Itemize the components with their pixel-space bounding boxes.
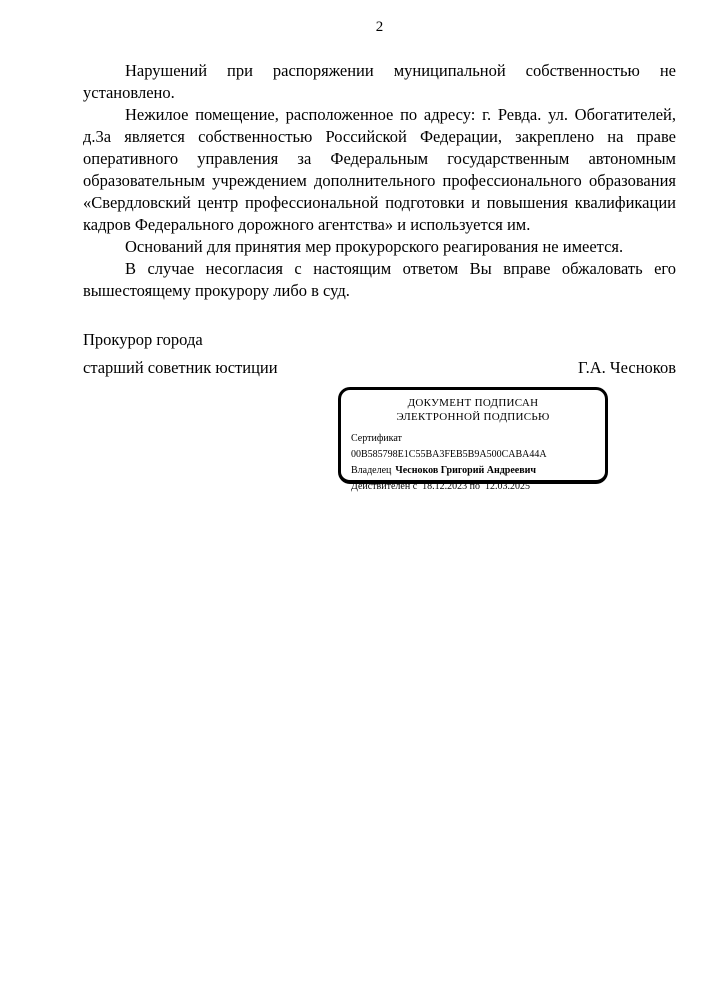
signature-row <box>83 357 676 379</box>
paragraph-violations: Нарушений при распоряжении муниципальной собственностью не установлено. <box>83 61 676 102</box>
paragraph-no-grounds: Оснований для принятия мер прокурорского реагирования не имеется. <box>125 237 624 256</box>
electronic-signature-stamp <box>338 387 608 492</box>
stamp-owner-row <box>351 463 595 479</box>
owner-name: Чесноков Григорий Андреевич <box>395 465 537 476</box>
certificate-value: 00B585798E1C55BA3FEB5B9A500CABA44A <box>351 449 547 460</box>
signature-block <box>83 329 676 379</box>
stamp-details <box>351 431 595 495</box>
paragraph-premises: Нежилое помещение, расположенное по адресу: г. Ревда. ул. Обогатителей, д.3а является собственностью Российской Федерации, закреплено на праве оперативного управления за Федеральным государственным автономным образовательным учреждением дополнительного профессионального образования «Свердловский центр профессиональной подготовки и повышения квалификации кадров Федерального дорожного агентства» и используется им. <box>83 105 676 234</box>
certificate-label: Сертификат <box>351 433 402 444</box>
stamp-header <box>351 396 595 424</box>
document-body <box>83 60 676 302</box>
signer-position-line2: старший советник юстиции <box>83 358 278 377</box>
signer-name: Г.А. Чесноков <box>577 358 676 377</box>
stamp-certificate-row <box>351 431 595 463</box>
signer-position-line1: Прокурор города <box>83 330 203 349</box>
owner-label: Владелец <box>351 465 392 476</box>
stamp-header-line2: ЭЛЕКТРОННОЙ ПОДПИСЬЮ <box>396 411 550 423</box>
stamp-validity-row: Действителен с 18.12.2023 по 12.03.2025 <box>351 481 530 492</box>
stamp-header-line1: ДОКУМЕНТ ПОДПИСАН <box>407 397 539 409</box>
page-number: 2 <box>375 19 384 35</box>
paragraph-appeal-rights: В случае несогласия с настоящим ответом Вы вправе обжаловать его вышестоящему прокурору либо в суд. <box>83 259 676 300</box>
